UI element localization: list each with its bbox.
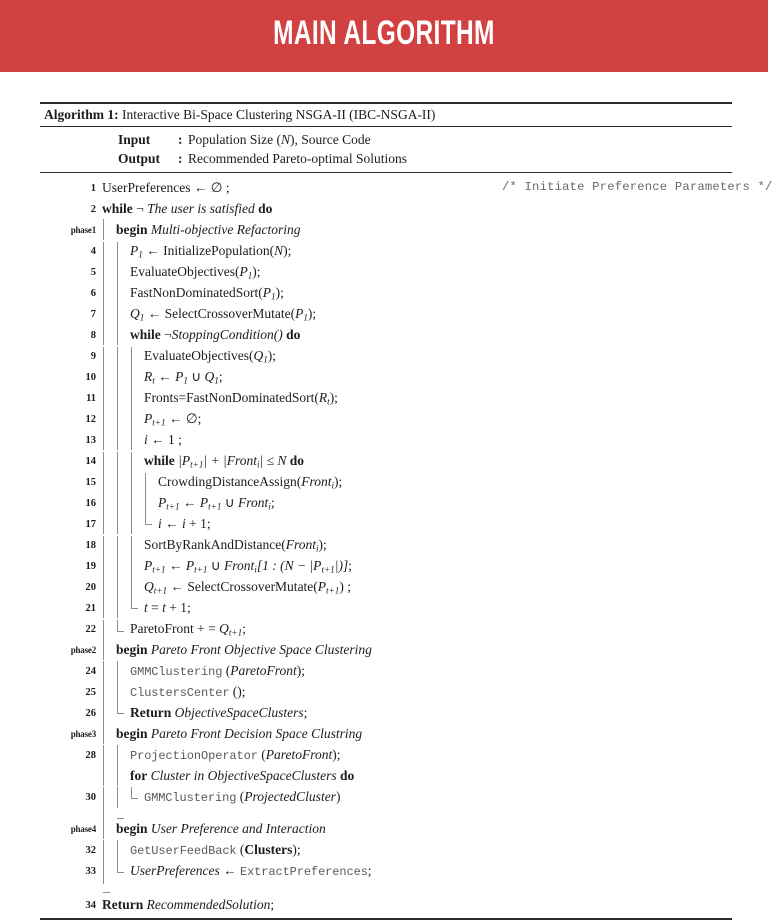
algorithm-output-row [40, 149, 732, 168]
indent-guides [102, 494, 158, 515]
line-code: Return RecommendedSolution; [102, 897, 275, 913]
algorithm-line [40, 282, 732, 303]
line-code: Return ObjectiveSpaceClusters; [130, 705, 308, 721]
line-number: 21 [85, 603, 96, 615]
line-number: 7 [90, 309, 96, 321]
line-code: while ¬ The user is satisfied do [102, 201, 273, 217]
line-number: 22 [85, 624, 96, 636]
line-content [102, 702, 732, 723]
indent-bar-end [144, 513, 158, 534]
line-code: for Cluster in ObjectiveSpaceClusters do [130, 768, 355, 784]
indent-guides [102, 702, 130, 723]
algorithm-line [40, 366, 732, 387]
line-code: $P_{t+1}$ ← $P_{t+1}$ ∪ Front$_i$[1 : $(N - |P_{t+1}|)$]; [144, 558, 352, 575]
indent-bar-end [130, 597, 144, 618]
indent-guides [102, 578, 144, 599]
indent-guides [102, 410, 144, 431]
line-content [102, 324, 732, 345]
line-content [102, 639, 732, 660]
line-content [102, 429, 732, 450]
line-code: i ← 1 ; [144, 432, 182, 448]
input-label: Input [118, 132, 151, 147]
indent-guides [102, 347, 144, 368]
algorithm-caption [40, 104, 732, 126]
algorithm-line [40, 597, 732, 618]
line-content [102, 219, 732, 240]
line-number: 34 [85, 900, 96, 912]
algorithm-body [40, 173, 773, 918]
line-number: 12 [85, 414, 96, 426]
line-code: begin Multi-objective Refactoring [116, 222, 301, 238]
line-content [102, 786, 732, 809]
indent-guides [102, 536, 144, 557]
line-number: 13 [85, 435, 96, 447]
indent-guides [102, 324, 130, 345]
line-code: GMMClustering (ProjectedCluster) [144, 789, 341, 806]
line-code: $Fronts=FastNonDominatedSort(R_t)$; [144, 390, 338, 407]
algorithm-line [40, 839, 732, 860]
algorithm-line [40, 471, 732, 492]
line-number-phase2: phase2 [70, 645, 96, 656]
algorithm-line [40, 894, 732, 915]
indent-guides [102, 597, 144, 618]
algorithm-line [40, 261, 732, 282]
algorithm-line [40, 576, 732, 597]
algorithm-line [40, 198, 732, 219]
indent-bar-end [116, 807, 130, 818]
algorithm-line [40, 681, 732, 702]
line-number: 5 [90, 267, 96, 279]
algorithm-line [40, 345, 732, 366]
line-number: 19 [85, 561, 96, 573]
algorithm-line [40, 219, 732, 240]
algorithm-line [40, 408, 732, 429]
indent-guides [102, 807, 130, 818]
line-code: $EvaluateObjectives(Q_1)$; [144, 348, 277, 365]
algorithm-line [40, 723, 732, 744]
line-code: UserPreferences ← ExtractPreferences; [130, 863, 372, 880]
line-number: 25 [85, 687, 96, 699]
line-code: ClustersCenter (); [130, 684, 246, 701]
algorithm-block [40, 102, 773, 920]
line-content [102, 765, 732, 786]
algorithm-line [40, 450, 732, 471]
line-number: 14 [85, 456, 96, 468]
line-number: 26 [85, 708, 96, 720]
algorithm-line [40, 429, 732, 450]
line-number: 24 [85, 666, 96, 678]
page-title: MAIN ALGORITHM [273, 14, 495, 52]
line-number: 15 [85, 477, 96, 489]
indent-bar-end [116, 620, 130, 641]
indent-guides [102, 723, 116, 744]
indent-guides [102, 557, 144, 578]
line-code: $P_1$ ← InitializePopulation(N); [130, 243, 292, 260]
indent-guides [102, 765, 130, 786]
indent-guides [102, 620, 130, 641]
line-code: GMMClustering (ParetoFront); [130, 663, 305, 680]
line-content [102, 881, 732, 894]
algorithm-line [40, 618, 732, 639]
line-code: CrowdingDistanceAssign(Front$_i$); [158, 474, 343, 491]
indent-guides [102, 513, 158, 534]
line-number: 32 [85, 845, 96, 857]
line-code: $Q_1$ ← $SelectCrossoverMutate(P_1)$; [130, 306, 317, 323]
output-colon: : [178, 151, 183, 167]
line-number-phase4: phase4 [70, 824, 96, 835]
line-content [102, 818, 732, 839]
line-number: 4 [90, 246, 96, 258]
algorithm-line [40, 818, 732, 839]
line-code: begin Pareto Front Objective Space Clustering [116, 642, 372, 658]
indent-bar-end [130, 787, 144, 808]
indent-guides [102, 452, 144, 473]
line-number: 2 [90, 204, 96, 216]
line-number: 10 [85, 372, 96, 384]
line-content [102, 660, 732, 683]
line-code: while $|P_{t+1}|$ + |Front$_i$| ≤ N do [144, 453, 305, 470]
line-content [102, 860, 732, 883]
line-code: GetUserFeedBack (Clusters); [130, 842, 301, 859]
algorithm-line [40, 177, 773, 198]
indent-guides [102, 305, 130, 326]
algorithm-line-spacer [40, 881, 732, 894]
line-content [102, 597, 732, 618]
line-content [102, 839, 732, 862]
algorithm-line-spacer [40, 807, 732, 818]
indent-guides [102, 389, 144, 410]
algorithm-line [40, 534, 732, 555]
indent-bar [102, 219, 116, 240]
indent-guides [102, 284, 130, 305]
line-content [102, 894, 732, 915]
indent-guides [102, 263, 130, 284]
line-number: 18 [85, 540, 96, 552]
line-content [102, 744, 732, 767]
line-code: SortByRankAndDistance(Front$_i$); [144, 537, 327, 554]
algorithm-input-row [40, 130, 732, 149]
line-number: 16 [85, 498, 96, 510]
indent-guides [102, 787, 144, 808]
line-number: 1 [90, 183, 96, 195]
output-value: Recommended Pareto-optimal Solutions [188, 151, 407, 167]
line-code: ProjectionOperator (ParetoFront); [130, 747, 341, 764]
indent-guides [102, 840, 130, 861]
line-number: 6 [90, 288, 96, 300]
indent-guides [102, 473, 158, 494]
inline-comment: /* Initiate Preference Parameters */ [502, 180, 773, 195]
line-code: $Q_{t+1}$ ← $SelectCrossoverMutate(P_{t+1})$ ; [144, 579, 351, 596]
line-content [102, 807, 732, 818]
line-code: t = t + 1; [144, 600, 191, 616]
algorithm-line [40, 492, 732, 513]
line-code: $FastNonDominatedSort(P_1)$; [130, 285, 284, 302]
algorithm-line [40, 702, 732, 723]
algorithm-line [40, 860, 732, 881]
line-content [102, 681, 732, 704]
algorithm-io-block [40, 127, 732, 172]
algorithm-caption-title: Interactive Bi-Space Clustering NSGA-II (IBC-NSGA-II) [122, 107, 436, 122]
line-code: while ¬StoppingCondition() do [130, 327, 301, 343]
algorithm-line [40, 513, 732, 534]
indent-bar-end [102, 881, 116, 894]
line-content [102, 177, 773, 198]
input-colon: : [178, 132, 183, 147]
algorithm-line [40, 744, 732, 765]
algorithm-line [40, 639, 732, 660]
line-number: 20 [85, 582, 96, 594]
line-number-phase3: phase3 [70, 729, 96, 740]
line-content [102, 513, 732, 534]
indent-guides [102, 861, 130, 882]
indent-guides [102, 745, 130, 766]
algorithm-line [40, 555, 732, 576]
line-code: i ← i + 1; [158, 516, 211, 532]
line-number: 17 [85, 519, 96, 531]
line-code: UserPreferences ← ∅ ; [102, 180, 230, 196]
algorithm-line [40, 786, 732, 807]
algorithm-line [40, 387, 732, 408]
line-code: $P_{t+1}$ ← ∅; [144, 411, 202, 428]
indent-guides [102, 682, 130, 703]
algorithm-line [40, 660, 732, 681]
line-number: 30 [85, 792, 96, 804]
line-content [102, 723, 732, 744]
line-code: $P_{t+1}$ ← $P_{t+1}$ ∪ Front$_i$; [158, 495, 275, 512]
line-code: $EvaluateObjectives(P_1)$; [130, 264, 261, 281]
algorithm-line [40, 240, 732, 261]
algorithm-caption-label: Algorithm 1: [44, 107, 119, 122]
output-label: Output [118, 151, 161, 167]
algorithm-line [40, 324, 732, 345]
indent-bar-end [116, 861, 130, 882]
indent-guides [102, 818, 116, 839]
indent-bar-end [116, 702, 130, 723]
line-number: 8 [90, 330, 96, 342]
line-content [102, 198, 732, 219]
indent-guides [102, 661, 130, 682]
page-header-banner [0, 0, 768, 72]
algorithm-line [40, 303, 732, 324]
line-code: ParetoFront + = $Q_{t+1}$; [130, 621, 246, 638]
input-value: Population Size (N), Source Code [188, 132, 371, 147]
line-number: 9 [90, 351, 96, 363]
indent-guides [102, 368, 144, 389]
line-code: begin User Preference and Interaction [116, 821, 326, 837]
line-code: $R_t$ ← $P_1$ ∪ $Q_1$; [144, 369, 223, 386]
indent-guides [102, 242, 130, 263]
line-code: begin Pareto Front Decision Space Clustring [116, 726, 363, 742]
line-number: 33 [85, 866, 96, 878]
line-number: 28 [85, 750, 96, 762]
line-number-phase1: phase1 [70, 225, 96, 236]
algorithm-line [40, 765, 732, 786]
indent-guides [102, 429, 144, 450]
indent-guides [102, 639, 116, 660]
indent-guides [102, 881, 116, 894]
indent-guides [102, 219, 116, 240]
line-number: 11 [86, 393, 96, 405]
